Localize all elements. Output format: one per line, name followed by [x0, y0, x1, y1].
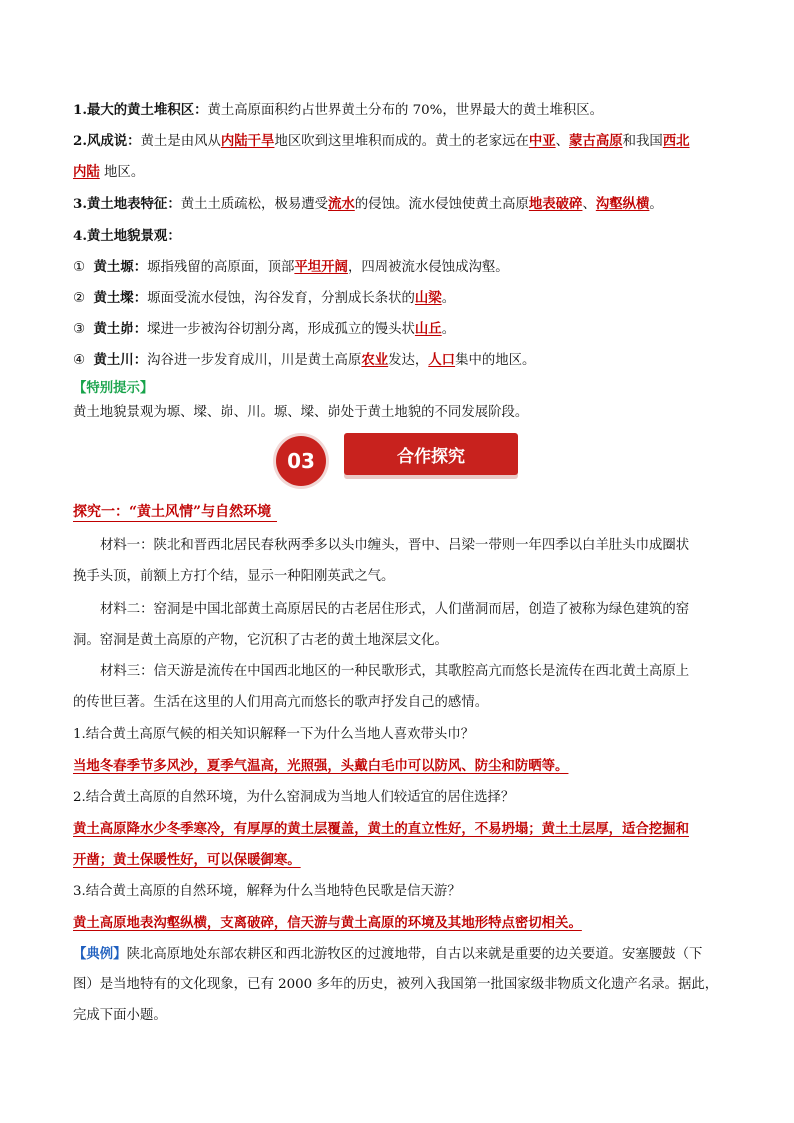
item-text: 塬面受流水侵蚀，沟谷发育，分割成长条状的 — [147, 291, 415, 306]
item-name: 黄土峁： — [93, 321, 148, 337]
paragraph-2-text: 地区。 — [99, 165, 145, 180]
keyword: 人口 — [428, 352, 456, 368]
material-3-line-2: 的传世巨著。生活在这里的人们用高亢而悠长的歌声抒发自己的感情。 — [73, 695, 489, 710]
landform-item — [73, 351, 733, 370]
special-tip-text: 黄土地貌景观为塬、墚、峁、川。塬、墚、峁处于黄土地貌的不同发展阶段。 — [73, 405, 529, 420]
example-line-2: 图）是当地特有的文化现象，已有 2000 多年的历史，被列入我国第一批国家级非物质文化遗产名录。据此， — [73, 977, 719, 992]
paragraph-1 — [73, 101, 733, 120]
paragraph-2-text: 黄土是由风从 — [140, 134, 221, 149]
landform-item — [73, 258, 733, 277]
landform-item — [73, 289, 733, 308]
probe-title: 探究一：“黄土风情”与自然环境 — [73, 501, 277, 522]
material-2-line-1: 材料二：窑洞是中国北部黄土高原居民的古老居住形式，人们凿洞而居，创造了被称为绿色建筑的窑 — [100, 602, 690, 617]
paragraph-3-text: 的侵蚀。流水侵蚀使黄土高原 — [354, 197, 529, 212]
item-number: ② — [73, 291, 86, 306]
item-text: 。 — [441, 291, 456, 306]
paragraph-2-text: 、 — [555, 134, 570, 149]
keyword: 内陆 — [73, 164, 100, 180]
paragraph-2-lead: 2.风成说： — [73, 133, 141, 149]
item-text: 沟谷进一步发育成川，川是黄土高原 — [147, 353, 362, 368]
example-line-1 — [73, 945, 733, 964]
question-2: 2.结合黄土高原的自然环境，为什么窑洞成为当地人们较适宜的居住选择？ — [73, 790, 515, 805]
item-text: 发达， — [388, 353, 429, 368]
item-text: 集中的地区。 — [455, 353, 536, 368]
paragraph-2-line-2 — [73, 163, 733, 182]
section-number-badge: 03 — [276, 436, 326, 486]
example-text: 陕北高原地处东部农耕区和西北游牧区的过渡地带，自古以来就是重要的边关要道。安塞腰鼓（下 — [126, 947, 703, 962]
item-name: 黄土川： — [93, 352, 148, 368]
material-3-line-1: 材料三：信天游是流传在中国西北地区的一种民歌形式，其歌腔高亢而悠长是流传在西北黄土高原上 — [100, 664, 690, 679]
item-number: ③ — [73, 322, 86, 337]
paragraph-1-text: 黄土高原面积约占世界黄土分布的 70%，世界最大的黄土堆积区。 — [207, 103, 604, 118]
keyword: 地表破碎 — [528, 196, 583, 212]
paragraph-3-lead: 3.黄土地表特征： — [73, 196, 181, 212]
question-1: 1.结合黄土高原气候的相关知识解释一下为什么当地人喜欢带头巾？ — [73, 727, 475, 742]
answer-2-line-2: 开凿；黄土保暖性好，可以保暖御寒。 — [73, 852, 301, 868]
keyword: 山丘 — [414, 321, 442, 337]
material-1-line-2: 挽手头顶，前额上方打个结，显示一种阳刚英武之气。 — [73, 569, 395, 584]
item-name: 黄土塬： — [93, 259, 148, 275]
item-number: ④ — [73, 353, 86, 368]
keyword: 内陆干旱 — [220, 133, 275, 149]
special-tip-label: 【特别提示】 — [73, 380, 154, 396]
question-3: 3.结合黄土高原的自然环境，解释为什么当地特色民歌是信天游？ — [73, 884, 461, 899]
item-number: ① — [73, 260, 86, 275]
keyword: 西北 — [662, 133, 690, 149]
answer-2-line-1: 黄土高原降水少冬季寒冷，有厚厚的黄土层覆盖，黄土的直立性好，不易坍塌；黄土土层厚，适合挖掘和 — [73, 821, 689, 837]
landform-item — [73, 320, 733, 339]
paragraph-3-text: 。 — [649, 197, 663, 212]
material-1-line-1: 材料一：陕北和晋西北居民春秋两季多以头巾缠头，晋中、吕梁一带则一年四季以白羊肚头巾成圈状 — [100, 538, 690, 553]
keyword: 山梁 — [414, 290, 442, 306]
item-name: 黄土墚： — [93, 290, 148, 306]
paragraph-3-text: 、 — [582, 197, 596, 212]
example-line-3: 完成下面小题。 — [73, 1008, 167, 1023]
paragraph-2-line-1 — [73, 132, 733, 151]
item-text: 。 — [441, 322, 456, 337]
keyword: 流水 — [328, 196, 355, 212]
keyword: 沟壑纵横 — [595, 196, 650, 212]
paragraph-4: 4.黄土地貌景观： — [73, 228, 181, 244]
keyword: 蒙古高原 — [569, 133, 623, 149]
paragraph-2-text: 地区吹到这里堆积而成的。黄土的老家远在 — [274, 134, 529, 149]
paragraph-3-text: 黄土土质疏松，极易遭受 — [180, 197, 329, 212]
keyword: 平坦开阔 — [294, 259, 348, 275]
item-text: 墚进一步被沟谷切割分离，形成孤立的馒头状 — [147, 322, 415, 337]
material-2-line-2: 洞。窑洞是黄土高原的产物，它沉积了古老的黄土地深层文化。 — [73, 633, 448, 648]
paragraph-3 — [73, 195, 733, 214]
keyword: 中亚 — [528, 133, 556, 149]
item-text: 塬指残留的高原面，顶部 — [147, 260, 295, 275]
answer-1: 当地冬春季节多风沙，夏季气温高，光照强，头戴白毛巾可以防风、防尘和防晒等。 — [73, 758, 569, 774]
item-text: ，四周被流水侵蚀成沟壑。 — [347, 260, 509, 275]
section-title-banner: 合作探究 — [344, 433, 518, 475]
keyword: 农业 — [361, 352, 389, 368]
paragraph-1-lead: 1.最大的黄土堆积区： — [73, 102, 208, 118]
paragraph-2-text: 和我国 — [622, 134, 663, 149]
example-label: 【典例】 — [73, 946, 127, 962]
answer-3: 黄土高原地表沟壑纵横，支离破碎，信天游与黄土高原的环境及其地形特点密切相关。 — [73, 915, 582, 931]
